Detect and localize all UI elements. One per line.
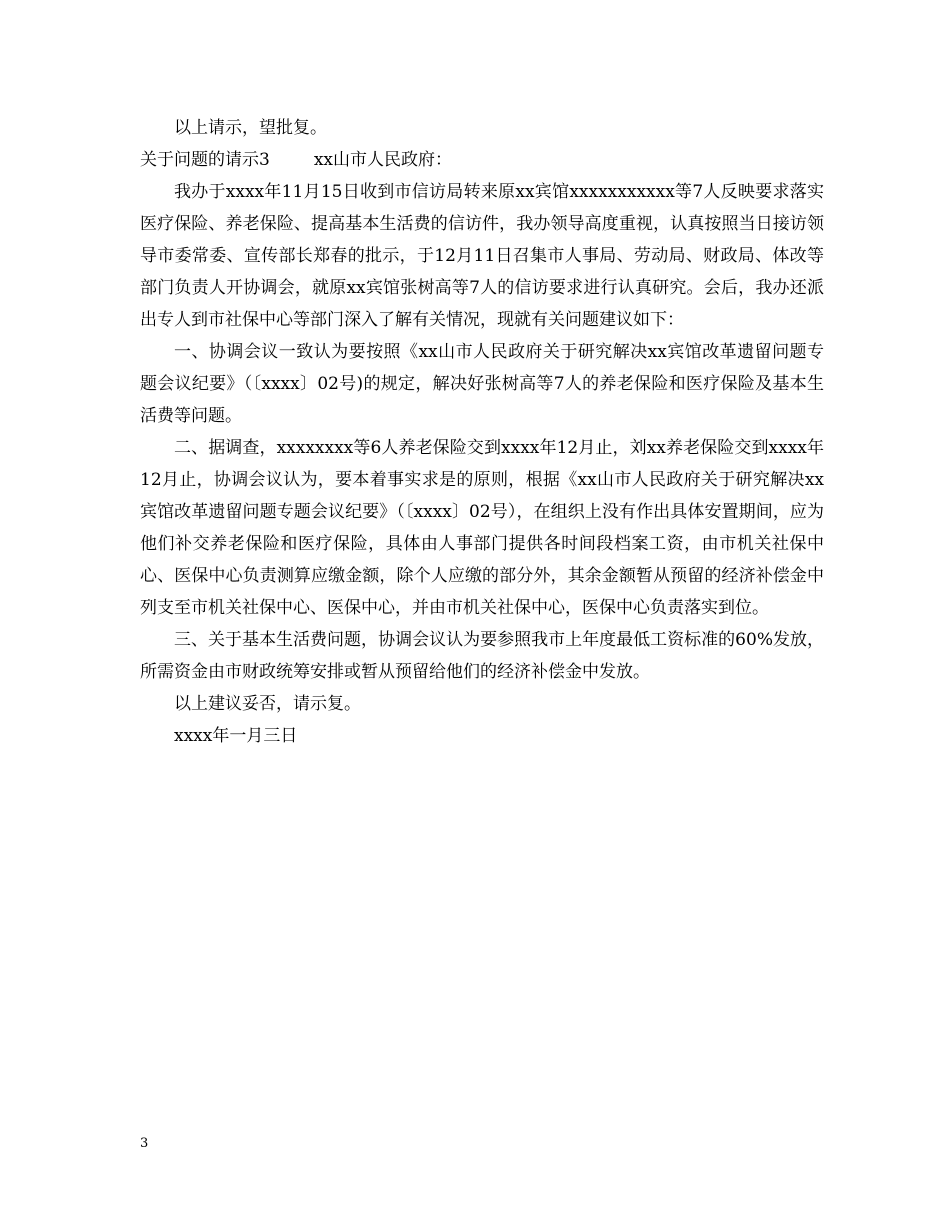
paragraph-item-2: 二、据调查，xxxxxxxx等6人养老保险交到xxxx年12月止，刘xx养老保险交到xxxx年12月止，协调会议认为，要本着事实求是的原则，根据《xx山市人民政府关于研究解决xx宾馆改革遗留问题专题会议纪要》（〔xxxx〕02号），在组织上没有作出具体安置期间，应为他们补交养老保险和医疗保险，具体由人事部门提供各时间段档案工资，由市机关社保中心、医保中心负责测算应缴金额，除个人应缴的部分外，其余金额暂从预留的经济补偿金中列支至市机关社保中心、医保中心，并由市机关社保中心，医保中心负责落实到位。 — [140, 438, 824, 618]
document-heading — [140, 144, 824, 176]
paragraph-intro: 我办于xxxx年11月15日收到市信访局转来原xx宾馆xxxxxxxxxxx等7人反映要求落实医疗保险、养老保险、提高基本生活费的信访件，我办领导高度重视，认真按照当日接访领导市委常委、宣传部长郑春的批示，于12月11日召集市人事局、劳动局、财政局、体改等部门负责人开协调会，就原xx宾馆张树高等7人的信访要求进行认真研究。会后，我办还派出专人到市社保中心等部门深入了解有关情况，现就有关问题建议如下： — [140, 182, 824, 330]
document-date: xxxx年一月三日 — [174, 726, 298, 746]
paragraph-item-1: 一、协调会议一致认为要按照《xx山市人民政府关于研究解决xx宾馆改革遗留问题专题会议纪要》（〔xxxx〕02号)的规定，解决好张树高等7人的养老保险和医疗保险及基本生活费等问题。 — [140, 342, 824, 426]
page-number: 3 — [140, 1136, 149, 1151]
closing-line-previous: 以上请示，望批复。 — [174, 118, 327, 138]
heading-title: 关于问题的请示3 — [140, 150, 270, 170]
closing-line: 以上建议妥否，请示复。 — [174, 694, 361, 714]
document-body — [140, 112, 824, 752]
paragraph-item-3: 三、关于基本生活费问题，协调会议认为要参照我市上年度最低工资标准的60%发放，所需资金由市财政统筹安排或暂从预留给他们的经济补偿金中发放。 — [140, 630, 824, 682]
heading-recipient: xx山市人民政府： — [313, 150, 453, 170]
